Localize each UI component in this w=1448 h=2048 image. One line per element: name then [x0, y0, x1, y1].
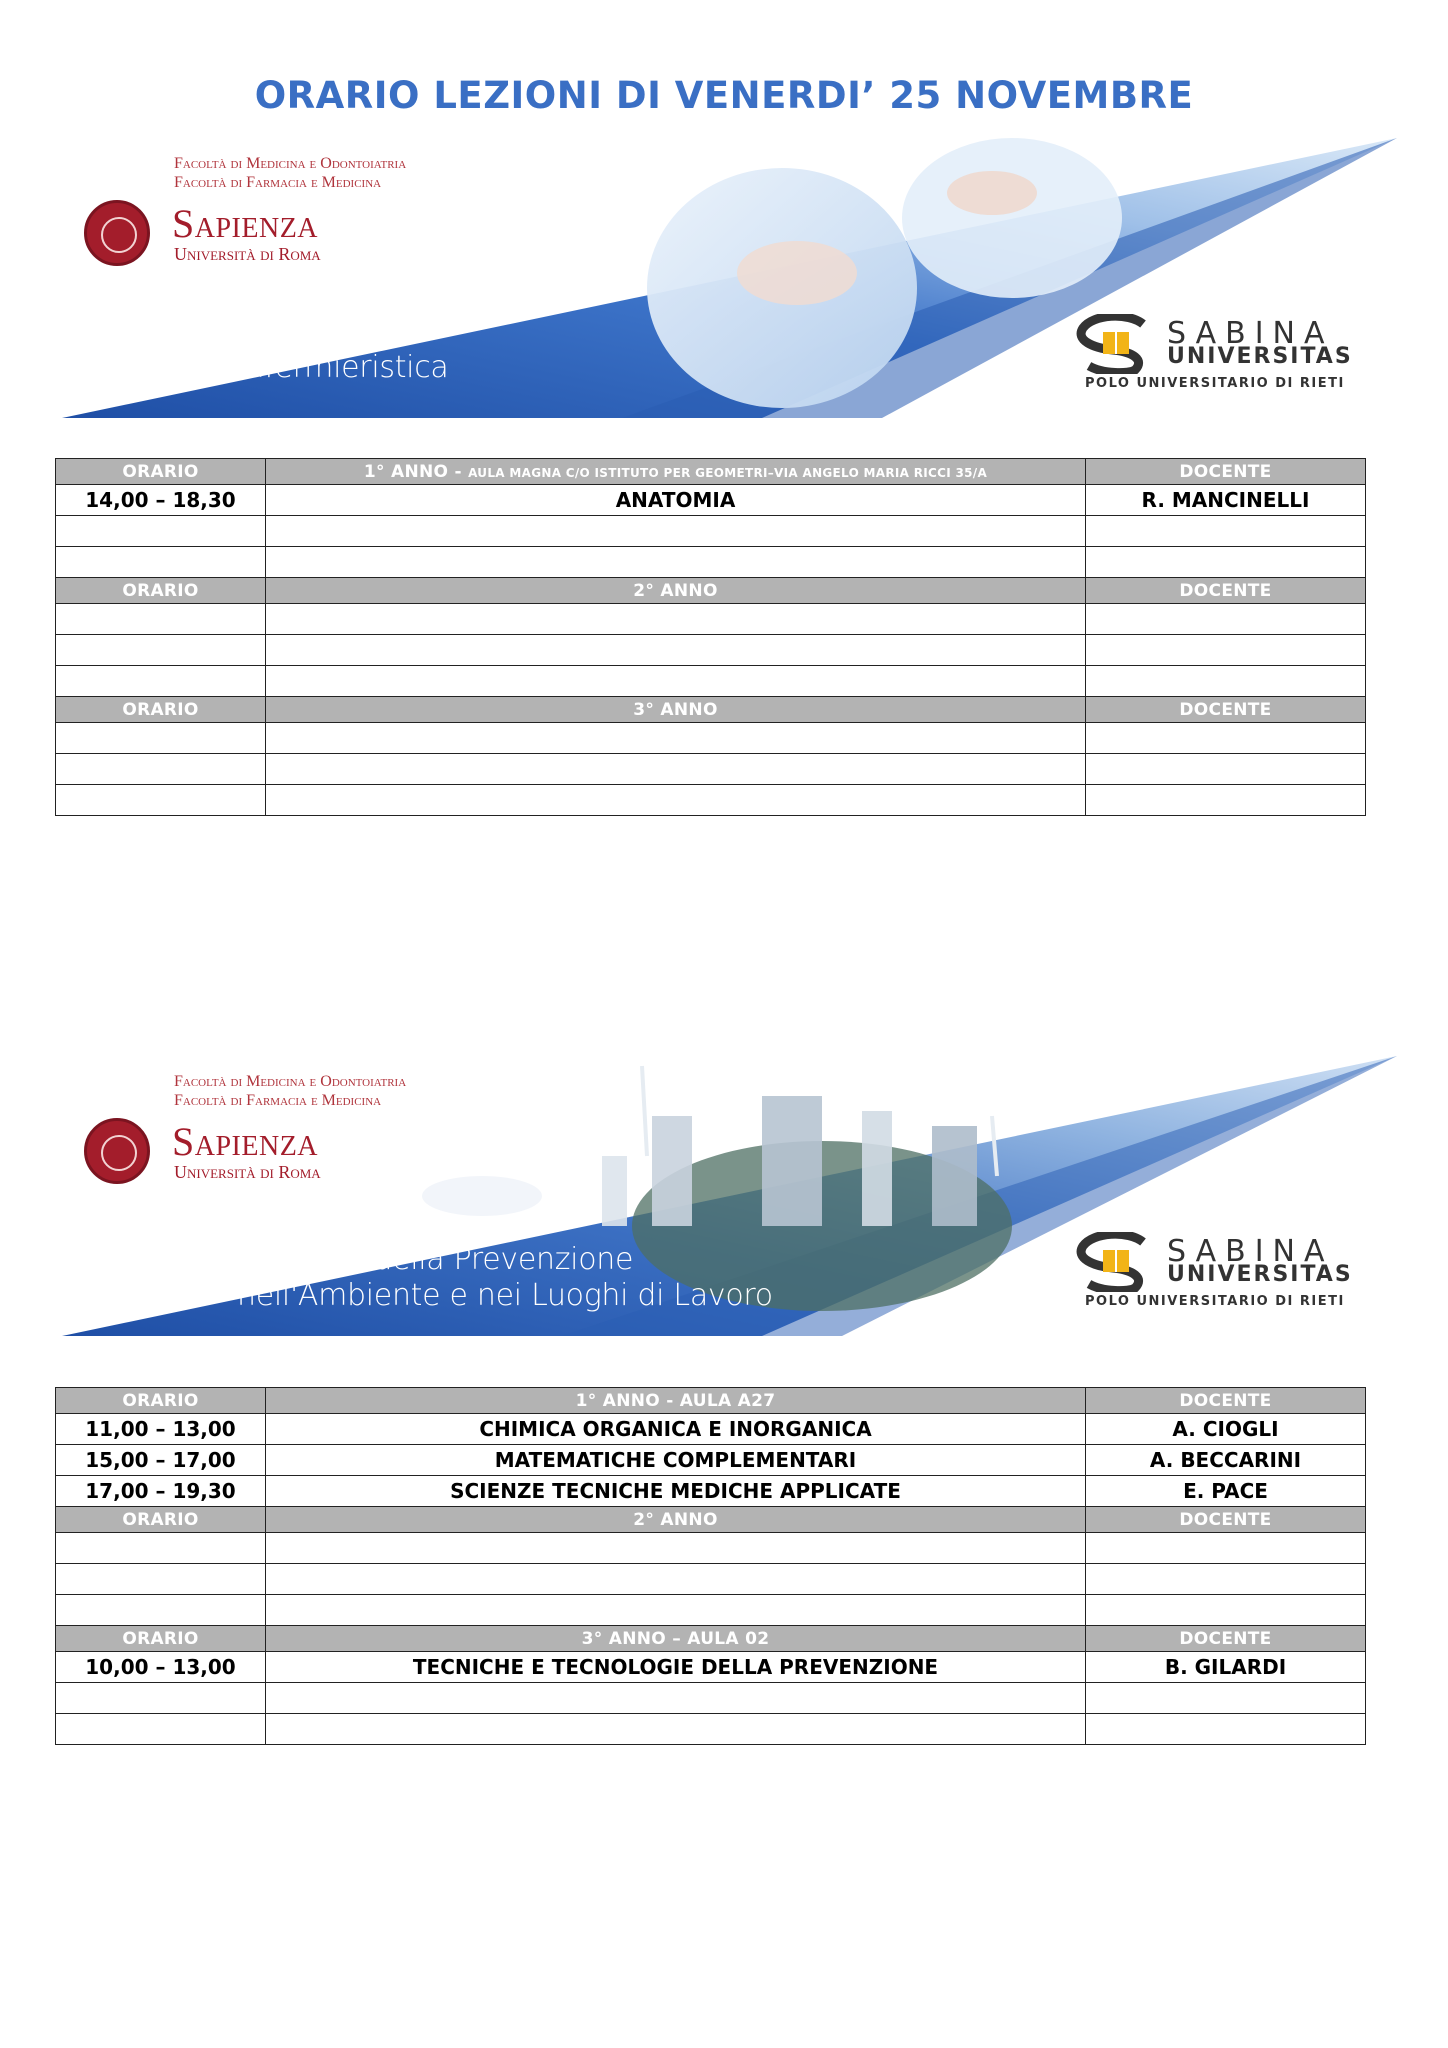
section-header-year-3 [56, 697, 1366, 723]
header-year-main: 1° ANNO - [363, 461, 469, 482]
lesson-teacher [1086, 754, 1366, 785]
table-row [56, 754, 1366, 785]
faculty-line-2: Facoltà di Farmacia e Medicina [174, 1092, 382, 1109]
lesson-subject: MATEMATICHE COMPLEMENTARI [266, 1445, 1086, 1476]
lesson-teacher [1086, 1564, 1366, 1595]
university-subtitle: Università di Roma [174, 244, 321, 264]
lesson-time: 15,00 – 17,00 [56, 1445, 266, 1476]
partner-name-2: UNIVERSITAS [1167, 344, 1353, 369]
header-time: ORARIO [56, 459, 266, 485]
lesson-time [56, 1564, 266, 1595]
partner-subtitle: POLO UNIVERSITARIO DI RIETI [1085, 376, 1345, 391]
faculty-line-1: Facoltà di Medicina e Odontoiatria [174, 155, 407, 172]
lesson-subject [266, 723, 1086, 754]
partner-name-2: UNIVERSITAS [1167, 1262, 1353, 1287]
partner-name-1: SABINA [1167, 316, 1334, 351]
header-time: ORARIO [56, 578, 266, 604]
university-name: Sapienza [172, 201, 319, 246]
header-year: 3° ANNO [266, 697, 1086, 723]
header-year [266, 459, 1086, 485]
lesson-teacher [1086, 1683, 1366, 1714]
table-row [56, 1445, 1366, 1476]
header-teacher: DOCENTE [1086, 1626, 1366, 1652]
course-line-1: Tecniche della Prevenzione [237, 1242, 634, 1277]
table-row [56, 547, 1366, 578]
lesson-subject [266, 785, 1086, 816]
sapienza-seal-icon [84, 1118, 150, 1184]
lesson-subject: CHIMICA ORGANICA E INORGANICA [266, 1414, 1086, 1445]
lesson-teacher: E. PACE [1086, 1476, 1366, 1507]
faculty-line-2: Facoltà di Farmacia e Medicina [174, 174, 382, 191]
lesson-teacher [1086, 785, 1366, 816]
lesson-subject [266, 754, 1086, 785]
schedule-table-infermieristica [55, 458, 1366, 816]
header-teacher: DOCENTE [1086, 1507, 1366, 1533]
lesson-teacher [1086, 516, 1366, 547]
sapienza-seal-icon [84, 200, 150, 266]
sabina-universitas-logo [1073, 314, 1373, 404]
lesson-time [56, 666, 266, 697]
section-header-year-1 [56, 459, 1366, 485]
lesson-teacher [1086, 547, 1366, 578]
lesson-time [56, 1683, 266, 1714]
lesson-subject [266, 1595, 1086, 1626]
table-row [56, 604, 1366, 635]
lesson-time [56, 1714, 266, 1745]
header-teacher: DOCENTE [1086, 578, 1366, 604]
table-row [56, 635, 1366, 666]
lesson-time [56, 604, 266, 635]
table-row [56, 1414, 1366, 1445]
table-row [56, 666, 1366, 697]
lesson-subject [266, 547, 1086, 578]
lesson-subject [266, 1714, 1086, 1745]
course-line-2: nell'Ambiente e nei Luoghi di Lavoro [237, 1278, 773, 1313]
table-row [56, 516, 1366, 547]
lesson-teacher: R. MANCINELLI [1086, 485, 1366, 516]
schedule-table-tecniche-prevenzione [55, 1387, 1366, 1745]
lesson-subject [266, 666, 1086, 697]
banner-tecniche-prevenzione [62, 1056, 1397, 1341]
faculty-line-1: Facoltà di Medicina e Odontoiatria [174, 1073, 407, 1090]
lesson-teacher [1086, 666, 1366, 697]
lesson-time [56, 785, 266, 816]
lesson-subject: SCIENZE TECNICHE MEDICHE APPLICATE [266, 1476, 1086, 1507]
lesson-time: 10,00 – 13,00 [56, 1652, 266, 1683]
section-header-year-2 [56, 578, 1366, 604]
lesson-teacher [1086, 1533, 1366, 1564]
lesson-subject [266, 1533, 1086, 1564]
header-time: ORARIO [56, 1507, 266, 1533]
lesson-teacher: A. CIOGLI [1086, 1414, 1366, 1445]
header-year: 3° ANNO – AULA 02 [266, 1626, 1086, 1652]
header-year: 1° ANNO - AULA A27 [266, 1388, 1086, 1414]
course-name [237, 350, 448, 386]
lesson-time [56, 635, 266, 666]
lesson-subject: TECNICHE E TECNOLOGIE DELLA PREVENZIONE [266, 1652, 1086, 1683]
lesson-subject: ANATOMIA [266, 485, 1086, 516]
lesson-subject [266, 635, 1086, 666]
lesson-teacher [1086, 1714, 1366, 1745]
lesson-subject [266, 604, 1086, 635]
lesson-time: 11,00 – 13,00 [56, 1414, 266, 1445]
lesson-time: 14,00 – 18,30 [56, 485, 266, 516]
table-row [56, 1683, 1366, 1714]
lesson-teacher [1086, 635, 1366, 666]
table-row [56, 1595, 1366, 1626]
banner-infermieristica [62, 138, 1397, 423]
header-year-location: AULA MAGNA C/O ISTITUTO PER GEOMETRI–VIA ANGELO MARIA RICCI 35/A [468, 465, 988, 480]
lesson-time [56, 547, 266, 578]
lesson-time [56, 516, 266, 547]
section-header-year-1 [56, 1388, 1366, 1414]
lesson-time: 17,00 – 19,30 [56, 1476, 266, 1507]
table-row [56, 1714, 1366, 1745]
lesson-time [56, 1595, 266, 1626]
university-name: Sapienza [172, 1119, 319, 1164]
lesson-subject [266, 1564, 1086, 1595]
table-row [56, 1476, 1366, 1507]
sabina-book-icon [1073, 314, 1153, 374]
lesson-time [56, 754, 266, 785]
header-time: ORARIO [56, 1626, 266, 1652]
header-year: 2° ANNO [266, 578, 1086, 604]
lesson-teacher [1086, 604, 1366, 635]
lesson-teacher [1086, 723, 1366, 754]
faculty-names [174, 154, 406, 192]
course-name [237, 1242, 773, 1314]
header-time: ORARIO [56, 697, 266, 723]
faculty-names [174, 1072, 406, 1110]
section-header-year-2 [56, 1507, 1366, 1533]
header-time: ORARIO [56, 1388, 266, 1414]
lesson-time [56, 723, 266, 754]
header-teacher: DOCENTE [1086, 459, 1366, 485]
lesson-subject [266, 516, 1086, 547]
table-row [56, 1533, 1366, 1564]
table-row [56, 1564, 1366, 1595]
lesson-subject [266, 1683, 1086, 1714]
table-row [56, 485, 1366, 516]
lesson-teacher: B. GILARDI [1086, 1652, 1366, 1683]
sabina-universitas-logo [1073, 1232, 1373, 1322]
table-row [56, 1652, 1366, 1683]
lesson-teacher: A. BECCARINI [1086, 1445, 1366, 1476]
header-teacher: DOCENTE [1086, 1388, 1366, 1414]
section-header-year-3 [56, 1626, 1366, 1652]
course-line-1: Infermieristica [237, 350, 449, 385]
university-subtitle: Università di Roma [174, 1162, 321, 1182]
lesson-time [56, 1533, 266, 1564]
partner-name-1: SABINA [1167, 1234, 1334, 1269]
table-row [56, 785, 1366, 816]
sabina-book-icon [1073, 1232, 1153, 1292]
header-teacher: DOCENTE [1086, 697, 1366, 723]
header-year: 2° ANNO [266, 1507, 1086, 1533]
table-row [56, 723, 1366, 754]
page-title: ORARIO LEZIONI DI VENERDI’ 25 NOVEMBRE [254, 74, 1194, 117]
lesson-teacher [1086, 1595, 1366, 1626]
partner-subtitle: POLO UNIVERSITARIO DI RIETI [1085, 1294, 1345, 1309]
